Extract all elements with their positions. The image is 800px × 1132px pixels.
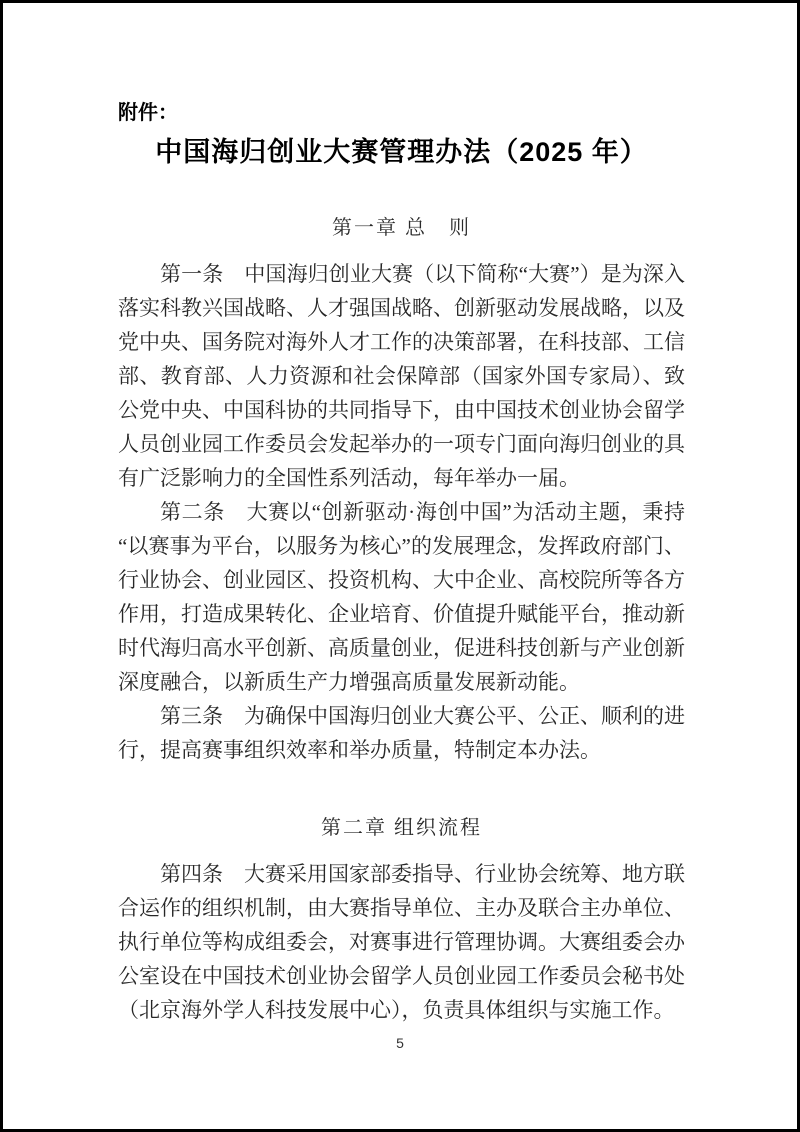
chapter-1-heading: 第一章 总 则 bbox=[332, 217, 471, 239]
article-1-paragraph: 第一条 中国海归创业大赛（以下简称“大赛”）是为深入落实科教兴国战略、人才强国战略、创新驱动发展战略，以及党中央、国务院对海外人才工作的决策部署，在科技部、工信部、教育部、人力资源和社会保障部（国家外国专家局）、致公党中央、中国科协的共同指导下，由中国技术创业协会留学人员创业园工作委员会发起举办的一项专门面向海归创业的具有广泛影响力的全国性系列活动，每年举办一届。 bbox=[118, 262, 685, 490]
attachment-label: 附件： bbox=[118, 102, 178, 124]
document-content bbox=[3, 3, 797, 1027]
chapter-2-heading: 第二章 组织流程 bbox=[321, 817, 482, 839]
article-2-paragraph: 第二条 大赛以“创新驱动·海创中国”为活动主题，秉持“以赛事为平台，以服务为核心”的发展理念，发挥政府部门、行业协会、创业园区、投资机构、大中企业、高校院所等各方作用，打造成果转化、企业培育、价值提升赋能平台，推动新时代海归高水平创新、高质量创业，促进科技创新与产业创新深度融合，以新质生产力增强高质量发展新动能。 bbox=[118, 500, 685, 694]
document-title: 中国海归创业大赛管理办法（2025 年） bbox=[155, 137, 648, 167]
article-4-paragraph: 第四条 大赛采用国家部委指导、行业协会统筹、地方联合运作的组织机制，由大赛指导单位、主办及联合主办单位、执行单位等构成组委会，对赛事进行管理协调。大赛组委会办公室设在中国技术创业协会留学人员创业园工作委员会秘书处（北京海外学人科技发展中心），负责具体组织与实施工作。 bbox=[118, 862, 685, 1022]
page-number: 5 bbox=[396, 1035, 404, 1051]
article-3-paragraph: 第三条 为确保中国海归创业大赛公平、公正、顺利的进行，提高赛事组织效率和举办质量，特制定本办法。 bbox=[118, 704, 685, 762]
